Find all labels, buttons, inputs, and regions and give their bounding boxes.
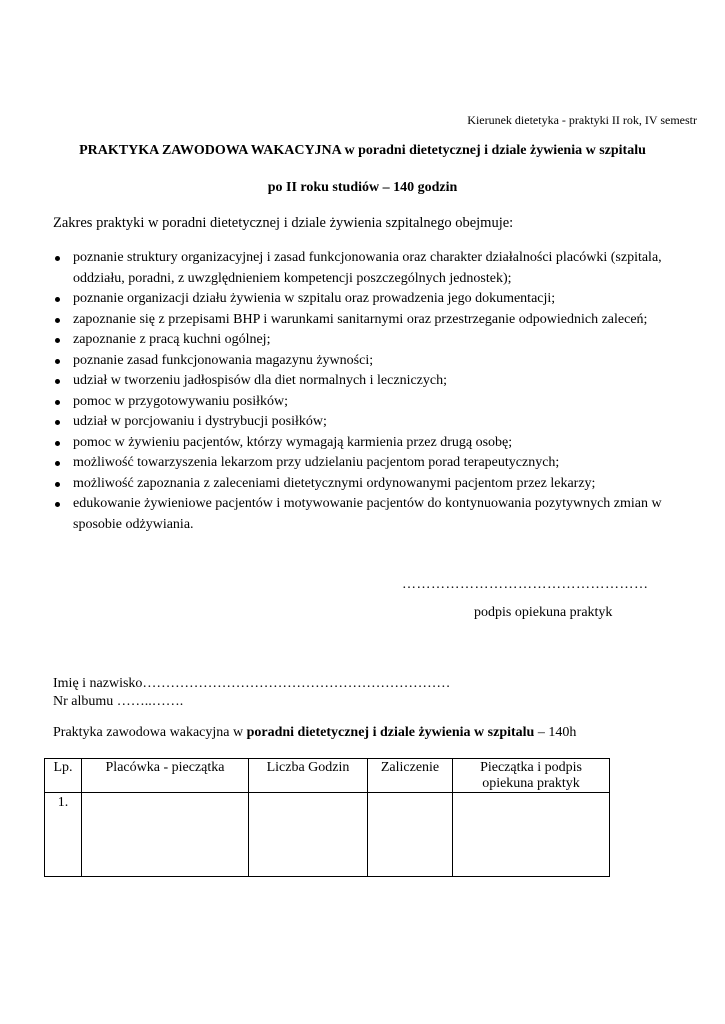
list-item: zapoznanie z pracą kuchni ogólnej;: [53, 330, 693, 351]
list-item: pomoc w przygotowywaniu posiłków;: [53, 392, 693, 413]
table-row: [45, 793, 610, 877]
practice-place: poradni dietetycznej i dziale żywienia w szpitalu: [246, 725, 535, 740]
list-item: udział w porcjowaniu i dystrybucji posiłków;: [53, 412, 693, 433]
table-cell: [453, 793, 610, 877]
list-item: edukowanie żywieniowe pacjentów i motywowanie pacjentów do kontynuowania pozytywnych zmian w sposobie odżywiania.: [53, 494, 693, 535]
column-header-stamp-signature: Pieczątka i podpis opiekuna praktyk: [453, 759, 610, 793]
column-header-hours: Liczba Godzin: [249, 759, 368, 793]
signature-label: podpis opiekuna praktyk: [474, 605, 613, 620]
course-note: Kierunek dietetyka - praktyki II rok, IV semestr: [467, 113, 697, 127]
table-cell: [82, 793, 249, 877]
list-item: zapoznanie się z przepisami BHP i warunkami sanitarnymi oraz przestrzeganie odpowiednich zaleceń;: [53, 310, 693, 331]
list-item: pomoc w żywieniu pacjentów, którzy wymagają karmienia przez drugą osobę;: [53, 433, 693, 454]
table-header-row: [45, 759, 610, 793]
list-item: poznanie organizacji działu żywienia w szpitalu oraz prowadzenia jego dokumentacji;: [53, 289, 693, 310]
practice-table: [44, 758, 610, 877]
scope-intro: Zakres praktyki w poradni dietetycznej i dziale żywienia szpitalnego obejmuje:: [53, 215, 514, 231]
list-item: możliwość zapoznania z zaleceniami dietetycznymi ordynowanymi pacjentom przez lekarzy;: [53, 474, 693, 495]
column-header-credit: Zaliczenie: [368, 759, 453, 793]
practice-summary: [53, 725, 576, 741]
table-cell: [368, 793, 453, 877]
practice-hours: – 140h: [534, 725, 577, 740]
list-item: możliwość towarzyszenia lekarzom przy udzielaniu pacjentom porad terapeutycznych;: [53, 453, 693, 474]
student-name-field: Imię i nazwisko…………………………………………………………: [53, 676, 451, 691]
signature-line: ……………………………………………: [402, 577, 649, 592]
document-title: PRAKTYKA ZAWODOWA WAKACYJNA w poradni dietetycznej i dziale żywienia w szpitalu: [79, 143, 646, 158]
album-number-field: Nr albumu ……..…….: [53, 694, 184, 709]
table-cell: [249, 793, 368, 877]
list-item: udział w tworzeniu jadłospisów dla diet normalnych i leczniczych;: [53, 371, 693, 392]
scope-list: [53, 248, 693, 535]
list-item: poznanie struktury organizacyjnej i zasad funkcjonowania oraz charakter działalności placówki (szpitala, oddziału, poradni, z uwzględnieniem kompetencji poszczególnych jednostek);: [53, 248, 693, 289]
list-item: poznanie zasad funkcjonowania magazynu żywności;: [53, 351, 693, 372]
table-cell: 1.: [45, 793, 82, 877]
document-subtitle: po II roku studiów – 140 godzin: [267, 180, 458, 195]
column-header-facility: Placówka - pieczątka: [82, 759, 249, 793]
practice-prefix: Praktyka zawodowa wakacyjna w: [53, 725, 247, 740]
column-header-lp: Lp.: [45, 759, 82, 793]
